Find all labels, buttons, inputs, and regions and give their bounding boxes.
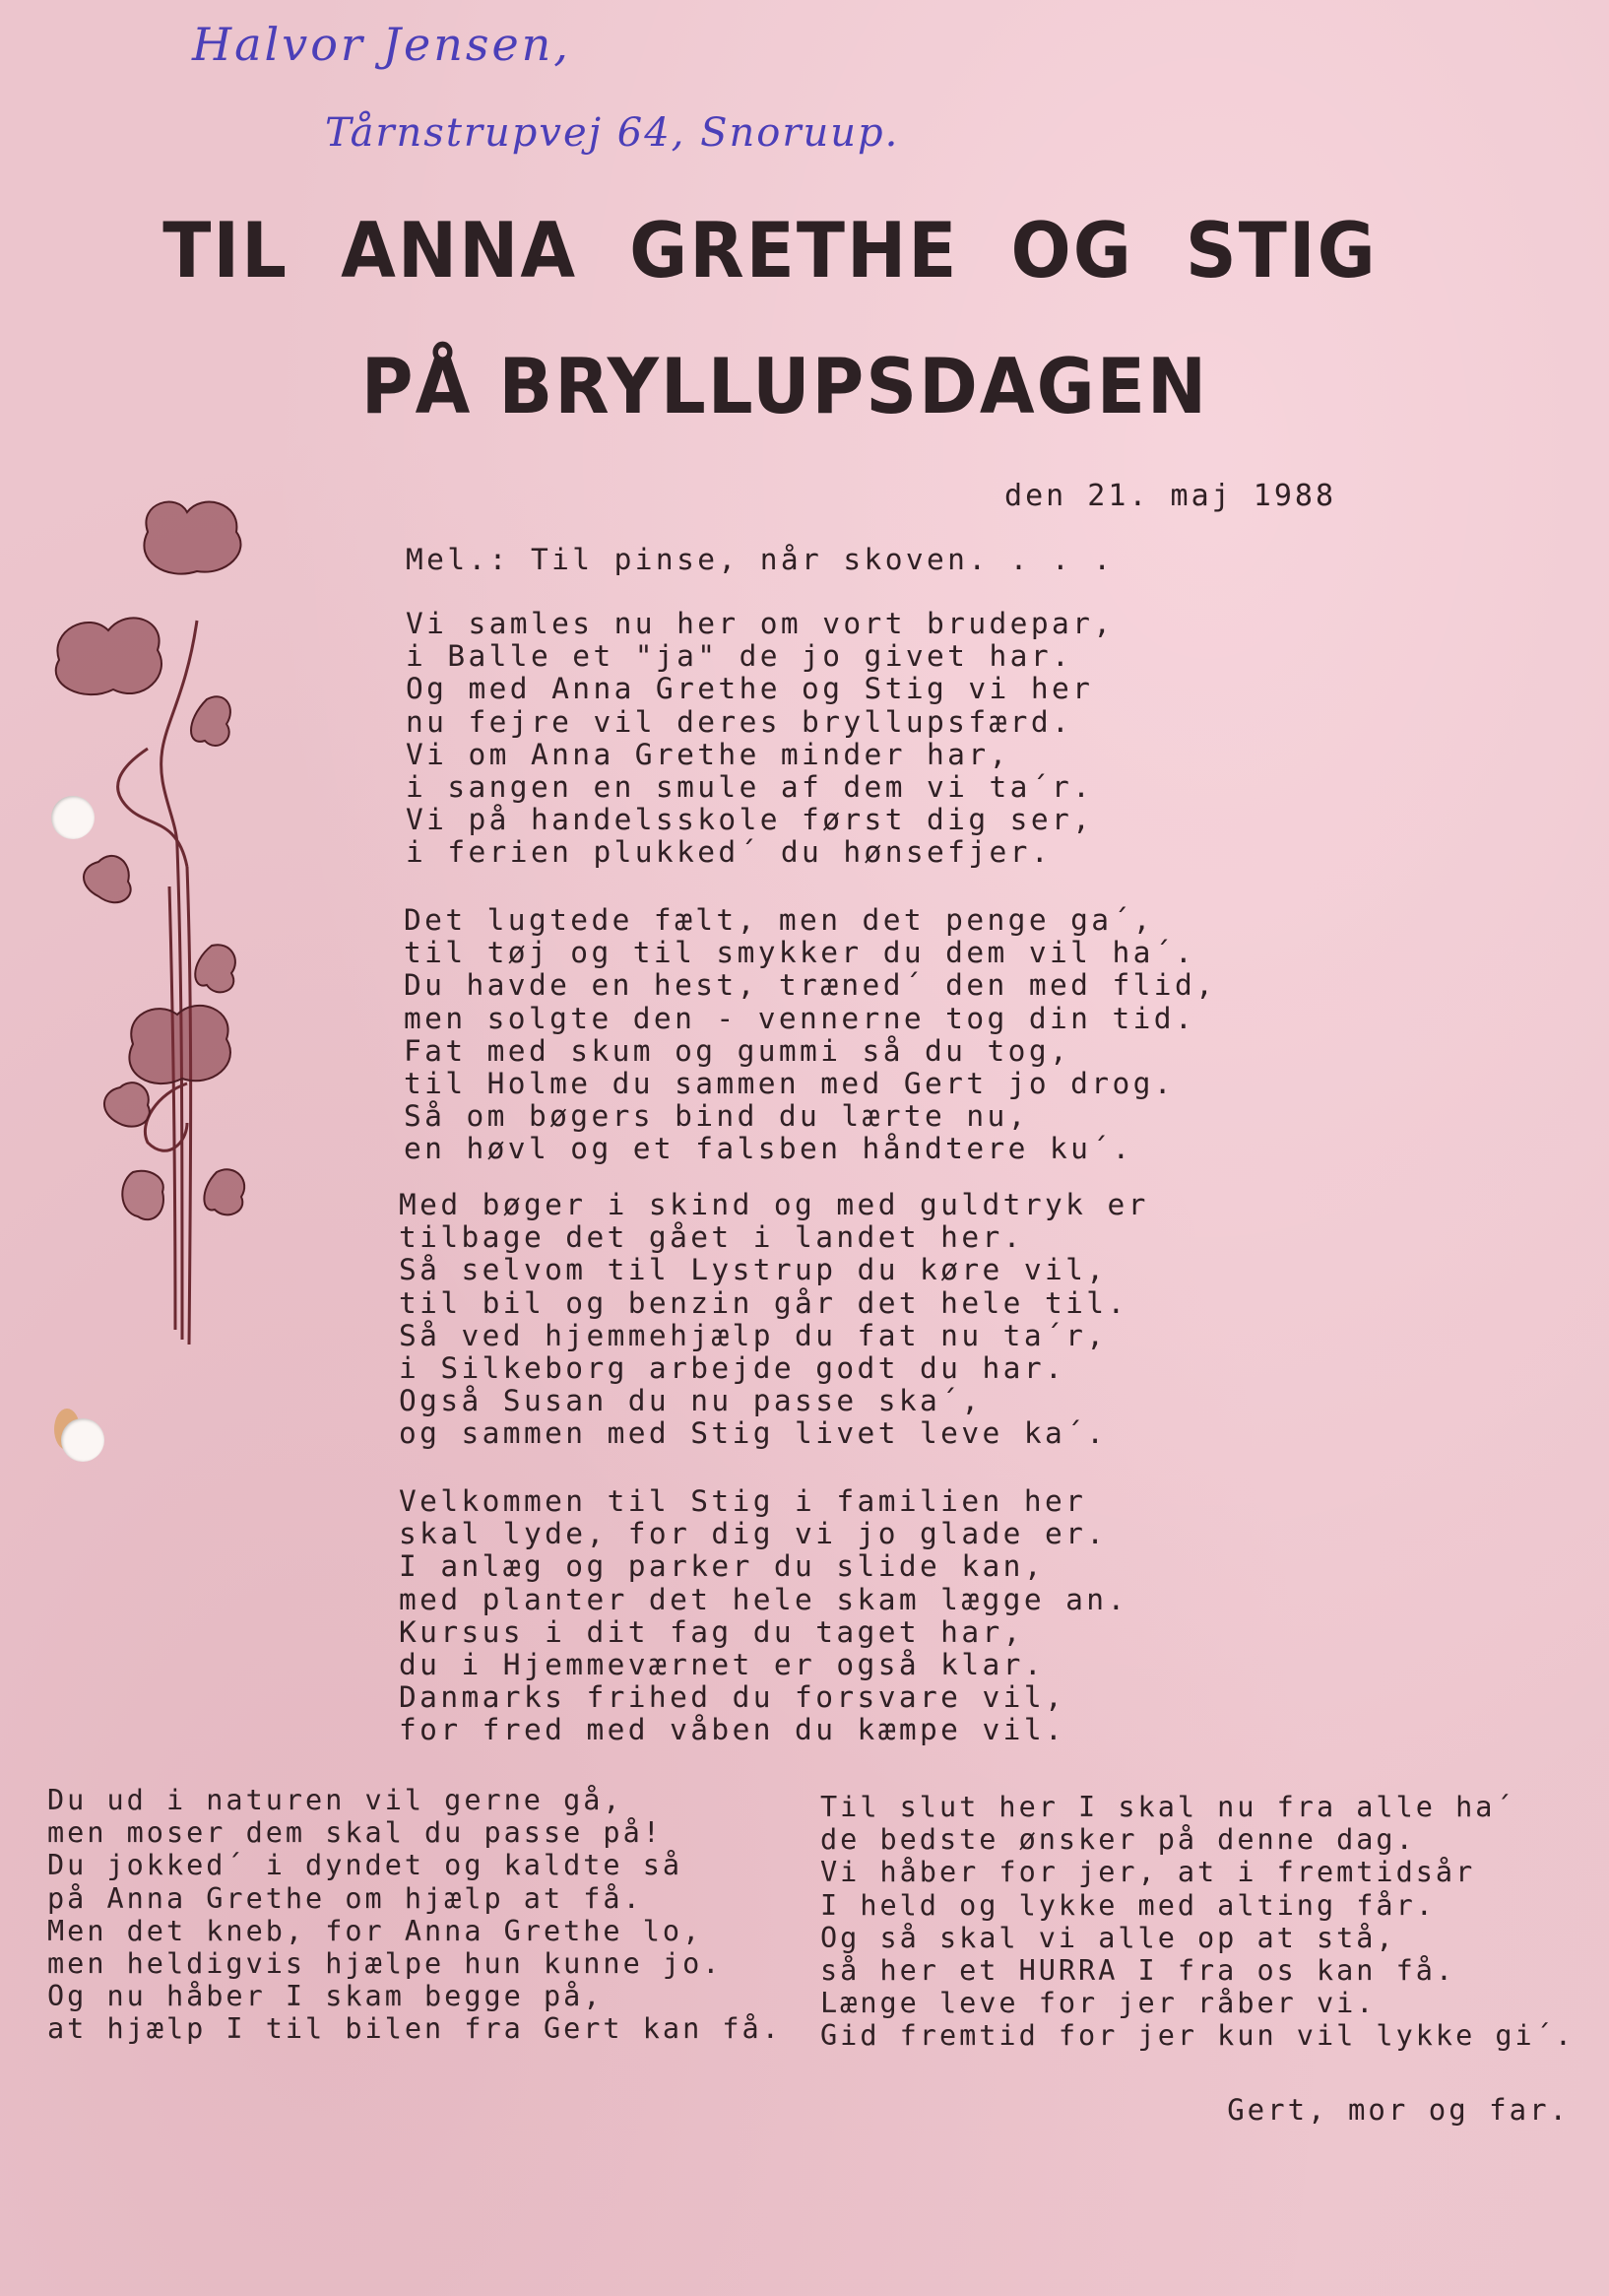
melody-line: Mel.: Til pinse, når skoven. . . . bbox=[406, 543, 1115, 576]
flower-illustration bbox=[39, 492, 276, 1359]
verse-4: Velkommen til Stig i familien her skal lyde, for dig vi jo glade er. I anlæg og parker du slide kan, med planter det hele skam lægge an. Kursus i dit fag du taget har, du i Hjemmeværnet er også klar. Danmarks frihed du forsvare vil, for fred med våben du kæmpe vil. bbox=[399, 1484, 1128, 1747]
punch-hole bbox=[61, 1418, 104, 1462]
handwritten-name: Halvor Jensen, bbox=[192, 18, 571, 71]
verse-2: Det lugtede fælt, men det penge ga´, til tøj og til smykker du dem vil ha´. Du havde en hest, træned´ den med flid, men solgte den - vennerne tog din tid. Fat med skum og gummi så du tog, til Holme du sammen med Gert jo drog. Så om bøgers bind du lærte nu, en høvl og et falsben håndtere ku´. bbox=[404, 903, 1217, 1166]
verse-5: Du ud i naturen vil gerne gå, men moser dem skal du passe på! Du jokked´ i dyndet og kaldte så på Anna Grethe om hjælp at få. Men det kneb, for Anna Grethe lo, men heldigvis hjælpe hun kunne jo. Og nu håber I skam begge på, at hjælp I til bilen fra Gert kan få. bbox=[47, 1784, 782, 2046]
date-line: den 21. maj 1988 bbox=[1004, 479, 1336, 513]
handwritten-address: Tårnstrupvej 64, Snoruup. bbox=[325, 110, 900, 156]
signature: Gert, mor og far. bbox=[1227, 2093, 1570, 2127]
page-subtitle: PÅ BRYLLUPSDAGEN bbox=[360, 341, 1209, 431]
verse-1: Vi samles nu her om vort brudepar, i Balle et "ja" de jo givet har. Og med Anna Grethe og Stig vi her nu fejre vil deres bryllupsfærd. Vi om Anna Grethe minder har, i sangen en smule af dem vi ta´r. Vi på handelsskole først dig ser, i ferien plukked´ du hønsefjer. bbox=[406, 607, 1115, 870]
punch-hole bbox=[51, 796, 95, 839]
verse-3: Med bøger i skind og med guldtryk er tilbage det gået i landet her. Så selvom til Lystrup du køre vil, til bil og benzin går det hele til. Så ved hjemmehjælp du fat nu ta´r, i Silkeborg arbejde godt du har. Også Susan du nu passe ska´, og sammen med Stig livet leve ka´. bbox=[399, 1188, 1149, 1451]
page-title: TIL ANNA GRETHE OG STIG bbox=[162, 205, 1378, 295]
verse-6: Til slut her I skal nu fra alle ha´ de bedste ønsker på denne dag. Vi håber for jer, at i fremtidsår I held og lykke med alting får. Og så skal vi alle op at stå, så her et HURRA I fra os kan få. Længe leve for jer råber vi. Gid fremtid for jer kun vil lykke gi´. bbox=[820, 1791, 1576, 2053]
